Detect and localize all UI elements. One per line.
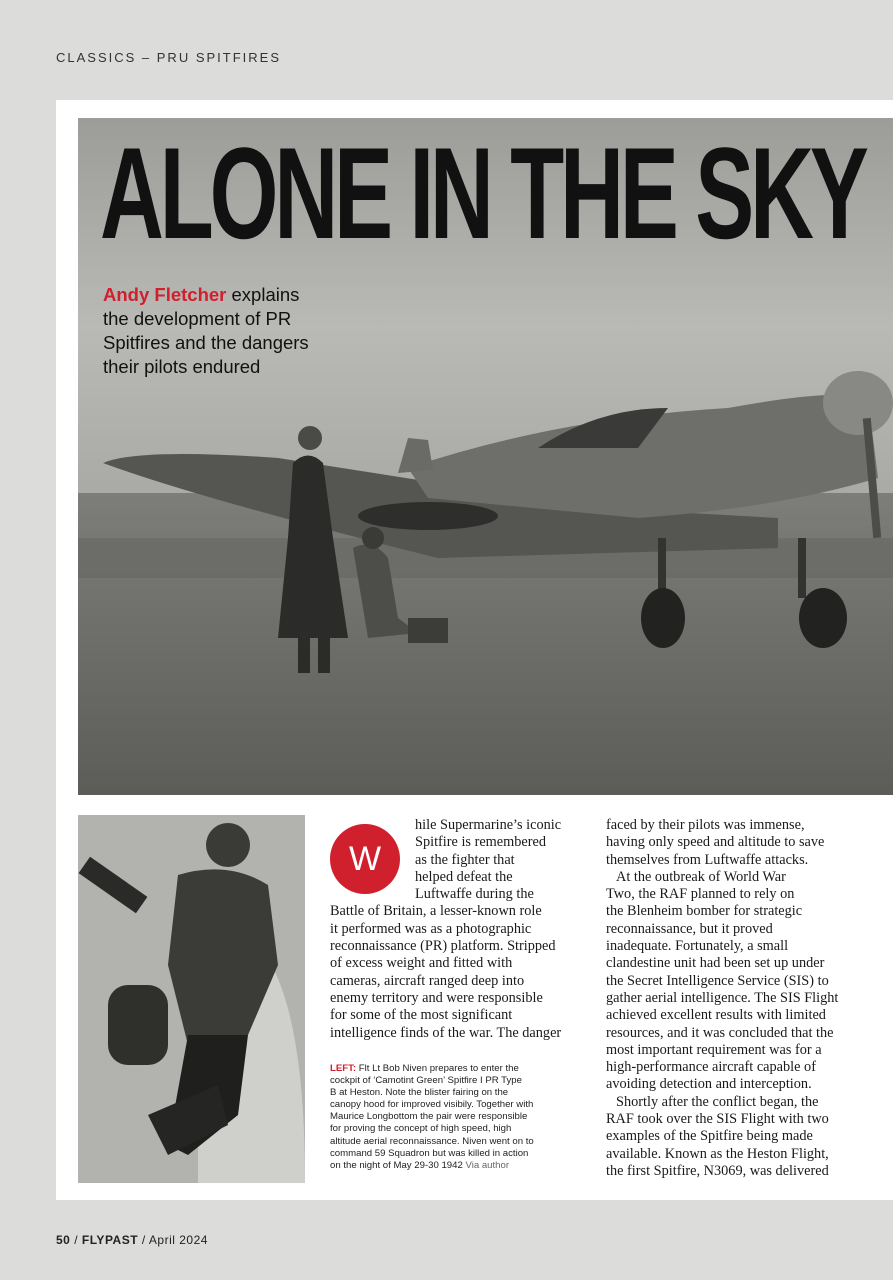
body-line: as the fighter that <box>415 851 515 868</box>
body-line: having only speed and altitude to save <box>606 834 825 851</box>
standfirst-line: their pilots endured <box>103 356 261 377</box>
body-line: the Secret Intelligence Service (SIS) to <box>606 972 829 989</box>
issue-date: April 2024 <box>148 1233 208 1247</box>
author-name: Andy Fletcher <box>103 284 227 305</box>
body-column-1 <box>330 817 576 1042</box>
standfirst-line: Spitfires and the dangers <box>103 332 309 353</box>
body-line: Shortly after the conflict began, the <box>616 1093 819 1110</box>
body-line: resources, and it was concluded that the <box>606 1024 834 1041</box>
photo-caption <box>330 1063 570 1172</box>
body-column-2 <box>606 817 856 1180</box>
body-line: it performed was as a photographic <box>330 920 532 937</box>
body-line: achieved excellent results with limited <box>606 1007 826 1024</box>
page-footer: 50 / FLYPAST / April 2024 <box>56 1233 208 1247</box>
body-line: reconnaissance (PR) platform. Stripped <box>330 938 556 955</box>
body-line: enemy territory and were responsible <box>330 989 543 1006</box>
section-label: CLASSICS – PRU SPITFIRES <box>56 50 281 65</box>
body-line: faced by their pilots was immense, <box>606 817 805 833</box>
body-line: clandestine unit had been set up under <box>606 955 825 972</box>
standfirst <box>103 283 343 379</box>
body-line: RAF took over the SIS Flight with two <box>606 1111 829 1128</box>
body-line: At the outbreak of World War <box>616 868 786 885</box>
body-line: themselves from Luftwaffe attacks. <box>606 851 809 868</box>
caption-line: B at Heston. Note the blister fairing on the <box>330 1087 509 1099</box>
body-line: available. Known as the Heston Flight, <box>606 1145 829 1162</box>
caption-line: Maurice Longbottom the pair were responsible <box>330 1111 528 1123</box>
caption-line: for proving the concept of high speed, high <box>330 1123 512 1135</box>
body-line: the Blenheim bomber for strategic <box>606 903 803 920</box>
body-line: Battle of Britain, a lesser-known role <box>330 903 542 920</box>
body-line: inadequate. Fortunately, a small <box>606 938 789 955</box>
caption-line: canopy hood for improved visibily. Together with <box>330 1099 534 1111</box>
body-line: examples of the Spitfire being made <box>606 1128 813 1145</box>
standfirst-line: explains <box>231 284 300 305</box>
body-line: Two, the RAF planned to rely on <box>606 886 795 903</box>
body-line: avoiding detection and interception. <box>606 1076 812 1093</box>
body-line: intelligence finds of the war. The danger <box>330 1024 562 1041</box>
body-line: of excess weight and fitted with <box>330 955 513 972</box>
body-line: helped defeat the <box>415 868 513 885</box>
page-number: 50 <box>56 1233 71 1247</box>
body-line: Spitfire is remembered <box>415 834 547 851</box>
inset-photo-pilot <box>78 815 305 1183</box>
body-line: Luftwaffe during the <box>415 886 534 903</box>
body-line: the first Spitfire, N3069, was delivered <box>606 1162 829 1179</box>
caption-label: LEFT: <box>330 1063 357 1074</box>
body-line: for some of the most significant <box>330 1007 513 1024</box>
caption-line: altitude aerial reconnaissance. Niven went on to <box>330 1135 534 1147</box>
headline: ALONE IN THE SKY <box>100 120 865 266</box>
standfirst-line: the development of PR <box>103 308 292 329</box>
caption-line: on the night of May 29-30 1942 <box>330 1159 463 1171</box>
caption-line: cockpit of ‘Camotint Green’ Spitfire I PR Type <box>330 1075 522 1087</box>
body-line: gather aerial intelligence. The SIS Flight <box>606 989 839 1006</box>
caption-line: command 59 Squadron but was killed in action <box>330 1147 529 1159</box>
body-line: cameras, aircraft ranged deep into <box>330 972 525 989</box>
body-line: high-performance aircraft capable of <box>606 1059 816 1076</box>
body-line: most important requirement was for a <box>606 1041 822 1058</box>
caption-line: Flt Lt Bob Niven prepares to enter the <box>358 1063 519 1074</box>
body-line: reconnaissance, but it proved <box>606 920 773 937</box>
magazine-name: FLYPAST <box>81 1233 139 1247</box>
body-line: hile Supermarine’s iconic <box>415 817 562 833</box>
drop-cap: W <box>330 824 400 894</box>
photo-credit: Via author <box>465 1159 510 1171</box>
